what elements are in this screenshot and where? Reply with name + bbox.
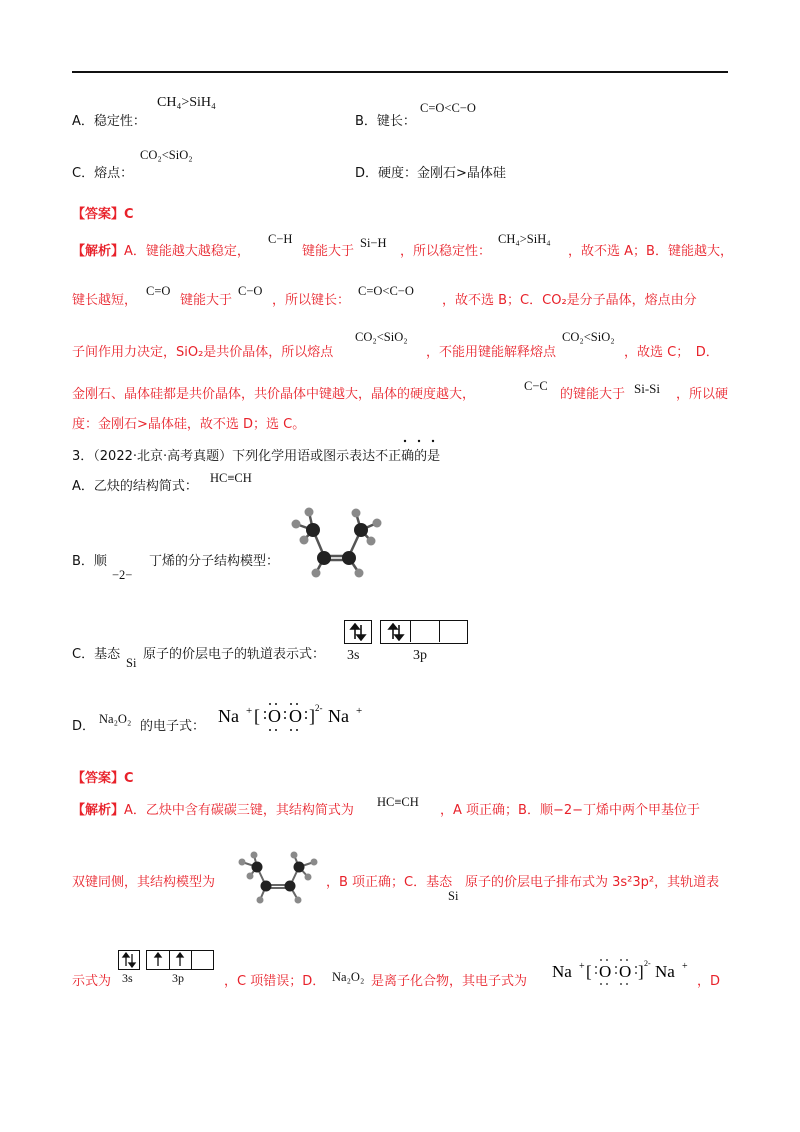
- q3-option-c-label: 原子的价层电子的轨道表示式：: [143, 647, 326, 662]
- q3-exp-text: A．乙炔中含有碳碳三键，其结构简式为: [124, 803, 354, 818]
- q3-exp-text: 原子的价层电子排布式为 3s²3p²，其轨道表: [465, 875, 720, 890]
- ef-o1: O: [599, 962, 612, 981]
- ef-plus: +: [579, 961, 585, 972]
- q2-exp-tag: 【解析】: [72, 244, 125, 259]
- header-rule: [72, 71, 728, 73]
- q2-exp-formula: C=O<C−O: [358, 284, 414, 298]
- orbital-3s-label: 3s: [347, 648, 360, 663]
- q3-exp-text: ，A 项正确；B．顺−2−丁烯中两个甲基位于: [440, 803, 701, 818]
- ef-open: [: [586, 962, 592, 981]
- q2-exp-text: ，所以键长：: [272, 293, 351, 308]
- orbital-3s-label-small: 3s: [122, 971, 133, 985]
- q2-option-d: D．硬度：金刚石>晶体硅: [355, 166, 506, 181]
- q2-exp-formula: Si-Si: [634, 381, 661, 396]
- na2o2-electron-formula: [218, 700, 378, 734]
- q2-exp-text: 键能大于: [180, 293, 233, 308]
- ef-close: ]: [309, 706, 315, 726]
- q2-option-c-label: C．熔点：: [72, 166, 134, 181]
- orbital-3p-label-small: 3p: [172, 971, 184, 985]
- q2-exp-formula: CO₂<SiO₂: [562, 330, 615, 344]
- q2-exp-formula: C=O: [146, 284, 171, 298]
- q2-exp-text: ，所以稳定性：: [400, 244, 492, 259]
- q2-option-c-formula: CO₂<SiO₂: [140, 148, 193, 162]
- q2-exp-text: 度：金刚石>晶体硅，故不选 D；选 C。: [72, 417, 306, 432]
- ef-na: Na: [552, 962, 572, 981]
- q2-option-a-formula: CH₄>SiH₄: [157, 95, 216, 110]
- q2-exp-text: ，故选 C； D．: [624, 345, 719, 360]
- ef-charge: 2-: [315, 703, 323, 713]
- q2-exp-text: ，故不选 B；C．CO₂是分子晶体，熔点由分: [442, 293, 697, 308]
- q3-exp-text: ，B 项正确；C．基态: [326, 875, 453, 890]
- q3-exp-text: 双键同侧，其结构模型为: [72, 875, 216, 890]
- na2o2-electron-formula-small: [552, 955, 697, 989]
- ef-close: ]: [638, 962, 644, 981]
- q3-answer: 【答案】C: [72, 771, 134, 786]
- q3-option-d-label: 的电子式：: [140, 719, 206, 734]
- q2-exp-text: 键长越短，: [72, 293, 138, 308]
- q3-option-c-si: Si: [126, 656, 137, 670]
- q2-option-a-label: A．稳定性：: [72, 114, 146, 129]
- q2-exp-formula: Si−H: [360, 236, 387, 250]
- q3-option-a-label: A．乙炔的结构简式：: [72, 479, 198, 494]
- ef-charge: 2-: [644, 959, 651, 968]
- q2-exp-text: 子间作用力决定，SiO₂是共价晶体，所以熔点: [72, 345, 334, 360]
- q3-exp-formula: HC≡CH: [377, 795, 419, 809]
- ef-plus2: +: [682, 961, 688, 972]
- q3-option-b-number: −2−: [112, 568, 133, 582]
- ef-na: Na: [218, 706, 239, 726]
- ef-open: [: [254, 706, 260, 726]
- ef-na2: Na: [328, 706, 349, 726]
- q3-exp-tag: 【解析】: [72, 803, 125, 818]
- q3-option-c-label: C．基态: [72, 647, 121, 662]
- q2-option-b-formula: C=O<C−O: [420, 101, 476, 115]
- orbital-3p-box-small: [146, 950, 214, 970]
- q2-answer: 【答案】C: [72, 207, 134, 222]
- orbital-3p-box: [380, 620, 468, 644]
- q3-exp-text: ，D: [697, 974, 721, 989]
- q3-exp-si: Si: [448, 889, 459, 903]
- q2-option-b-label: B．键长：: [355, 114, 416, 129]
- orbital-3p-label: 3p: [413, 648, 427, 663]
- q3-option-d-label: D．: [72, 719, 96, 734]
- orbital-3s-box-small: [118, 950, 140, 970]
- q2-exp-text: ，所以硬: [676, 387, 729, 402]
- q2-exp-formula: CH₄>SiH₄: [498, 232, 551, 246]
- cis-2-butene-model: [283, 505, 388, 587]
- q2-exp-formula: C−H: [268, 232, 293, 246]
- ef-plus2: +: [356, 705, 363, 717]
- q2-exp-text: 的键能大于: [560, 387, 626, 402]
- q2-exp-formula: C−O: [238, 284, 263, 298]
- q3-exp-formula: Na₂O₂: [332, 970, 365, 984]
- ef-o2: O: [289, 706, 302, 726]
- ef-o2: O: [619, 962, 632, 981]
- q2-exp-text: 金刚石、晶体硅都是共价晶体，共价晶体中键越大，晶体的硬度越大，: [72, 387, 476, 402]
- q3-option-d-formula: Na₂O₂: [99, 712, 132, 726]
- cis-2-butene-model-small: [232, 850, 324, 910]
- orbital-3s-box: [344, 620, 372, 644]
- q2-exp-text: ，故不选 A；B．键能越大，: [568, 244, 733, 259]
- ef-plus: +: [246, 705, 253, 717]
- q2-exp-text: 键能大于: [302, 244, 355, 259]
- q2-exp-text: ，不能用键能解释熔点: [426, 345, 557, 360]
- q2-exp-formula: CO₂<SiO₂: [355, 330, 408, 344]
- ef-o1: O: [268, 706, 281, 726]
- q3-exp-text: 示式为: [72, 974, 112, 989]
- q2-exp-formula: C−C: [524, 379, 548, 393]
- q3-exp-text: ，C 项错误；D．: [224, 974, 326, 989]
- q3-stem: 3．（2022·北京·高考真题）下列化学用语或图示表达不正确的是: [72, 449, 441, 464]
- q3-option-a-formula: HC≡CH: [210, 471, 252, 485]
- q3-option-b-label: 丁烯的分子结构模型：: [149, 554, 280, 569]
- q2-exp-text: A．键能越大越稳定，: [124, 244, 250, 259]
- emphasis-dots: [400, 438, 444, 444]
- q3-option-b-label: B．顺: [72, 554, 107, 569]
- ef-na2: Na: [655, 962, 675, 981]
- q3-exp-text: 是离子化合物，其电子式为: [371, 974, 528, 989]
